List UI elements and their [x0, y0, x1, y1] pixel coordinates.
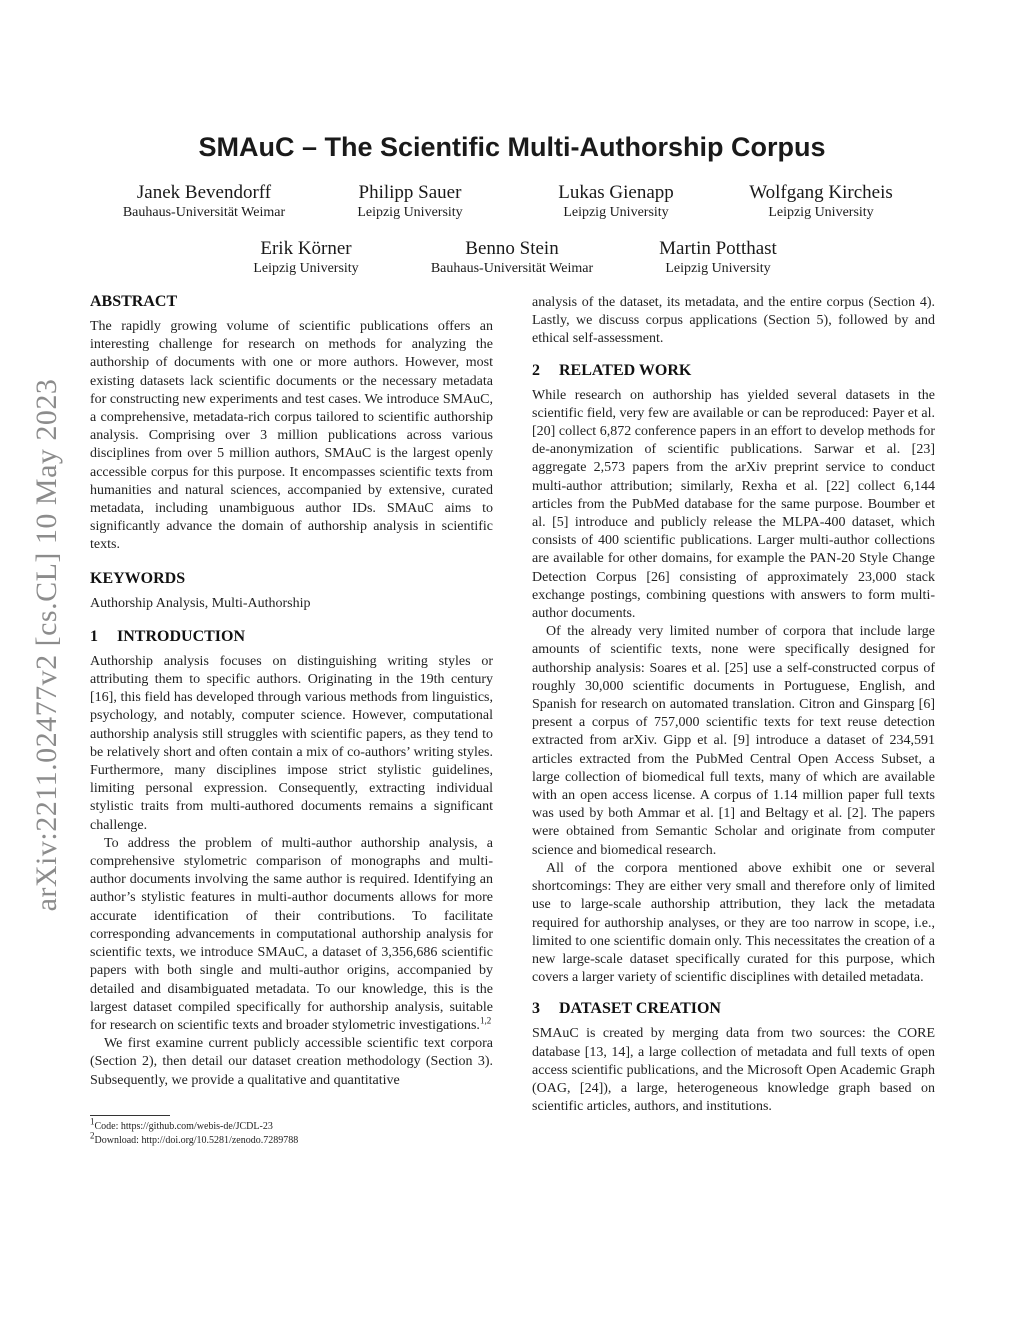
- footnote-rule: [90, 1115, 170, 1116]
- author-affiliation: Leipzig University: [563, 205, 669, 220]
- author-block: [618, 238, 818, 278]
- introduction-paragraph: [90, 835, 493, 1035]
- author-block: [721, 182, 921, 222]
- introduction-heading: [90, 627, 493, 647]
- author-block: [412, 238, 612, 278]
- keywords-heading: KEYWORDS: [90, 569, 186, 587]
- author-block: [516, 182, 716, 222]
- related-work-paragraph: While research on authorship has yielded several datasets in the scientific field, very few are available or can be reproduced: Payer et al. [20] collect 6,872 conference papers in an effort to develop methods for de-anonymization of scientific publications. Sarwar et al. [23] aggregate 2,573 papers from the arXiv preprint service to conduct multi-author attribution; similarly, Rexha et al. [22] collect 6,144 articles from the PubMed database for the same purpose. Boumber et al. [5] introduce and publicly release the MLPA-400 dataset, which consists of 400 scientific publications. Larger multi-author collections are available for other domains, for example the PAN-20 Style Change Detection Corpus [26] consisting of approximately 23,000 stack exchange postings, combining questions with answers to form multi-author documents.: [532, 387, 935, 622]
- footnote-text: Download: http://doi.org/10.5281/zenodo.7289788: [94, 1135, 299, 1146]
- author-block: [206, 238, 406, 278]
- author-affiliation: Leipzig University: [768, 205, 874, 220]
- footnote-text: Code: https://github.com/webis-de/JCDL-23: [94, 1121, 273, 1132]
- abstract-heading: ABSTRACT: [90, 293, 178, 310]
- footnote: [90, 1130, 299, 1147]
- author-affiliation: Leipzig University: [665, 261, 771, 276]
- introduction-paragraph: Authorship analysis focuses on distinguishing writing styles or attributing them to specific authors. Originating in the 19th century [16], this field has developed through various methods from linguistics, psychology, and notably, computer science. However, computational authorship analysis still struggles with scientific papers, as they tend to be relatively short and often contain a mix of co-authors’ writing styles. Furthermore, many disciplines impose strict stylistic guidelines, limiting personal expression. Consequently, extracting individual stylistic traits from multi-authored documents remains a significant challenge.: [90, 653, 493, 833]
- right-column: [532, 294, 935, 1116]
- author-name: Lukas Gienapp: [558, 182, 674, 203]
- section-number: 3: [532, 1000, 540, 1018]
- author-name: Philipp Sauer: [358, 182, 462, 203]
- author-name: Wolfgang Kircheis: [749, 182, 893, 203]
- section-number: 1: [90, 627, 98, 645]
- related-work-paragraph: All of the corpora mentioned above exhibit one or several shortcomings: They are either very small and therefore only of limited use to large-scale authorship attribution, they lack the metadata required for authorship analyses, or they are too narrow in scope, i.e., limited to one scientific domain only. This necessitates the creation of a new large-scale dataset specifically curated for this purpose, which covers a larger variety of scientific disciplines with detailed metadata.: [532, 860, 935, 986]
- author-affiliation: Leipzig University: [253, 261, 359, 276]
- left-column: [90, 292, 493, 1090]
- footnote-marker: 1,2: [479, 1015, 492, 1026]
- section-title: INTRODUCTION: [117, 627, 246, 645]
- footnote-mark: 2: [90, 1130, 95, 1141]
- introduction-continued: analysis of the dataset, its metadata, and the entire corpus (Section 4). Lastly, we discuss corpus applications (Section 5), followed by and ethical self-assessment.: [532, 295, 935, 347]
- section-title: RELATED WORK: [559, 361, 692, 379]
- author-affiliation: Bauhaus-Universität Weimar: [430, 261, 594, 276]
- author-name: Erik Körner: [260, 238, 352, 259]
- abstract-text: The rapidly growing volume of scientific publications offers an interesting challenge for research on methods for analyzing the authorship of documents with one or more authors. However, most existing datasets lack scientific documents or the necessary metadata for constructing new experiments and test cases. We introduce SMAuC, a comprehensive, metadata-rich corpus tailored to scientific authorship analysis. Comprising over 3 million publications across various disciplines from over 5 million authors, SMAuC is the largest openly accessible corpus for this purpose. It encompasses scientific texts from humanities and natural sciences, accompanied by extensive, curated metadata, including unambiguous author IDs. SMAuC aims to significantly advance the domain of authorship analysis in scientific texts.: [90, 319, 493, 553]
- author-name: Martin Potthast: [659, 238, 777, 259]
- author-name: Janek Bevendorff: [136, 182, 272, 203]
- author-block: [104, 182, 304, 222]
- dataset-creation-paragraph: SMAuC is created by merging data from two sources: the CORE database [13, 14], a large collection of metadata and full texts of open access scientific publications, and the Microsoft Open Academic Graph (OAG, [24]), a large, heterogeneous knowledge graph based on scientific articles, authors, and institutions.: [532, 1026, 935, 1115]
- arxiv-identifier: arXiv:2211.02477v2 [cs.CL] 10 May 2023: [30, 378, 63, 912]
- footnote: [90, 1116, 273, 1133]
- author-block: [310, 182, 510, 222]
- dataset-creation-heading: [532, 999, 935, 1019]
- introduction-paragraph: We first examine current publicly accessible scientific text corpora (Section 2), then detail our dataset creation methodology (Section 3). Subsequently, we provide a qualitative and quantitative: [90, 1036, 493, 1088]
- paragraph-text: To address the problem of multi-author authorship analysis, a comprehensive stylometric comparison of monographs and multi-author documents involving the same author is required. Identifying an author’s stylistic features in multi-author documents allows for more accurate identification of their contributions. To facilitate corresponding advancements in computational authorship analysis for scientific texts, we introduce SMAuC, a dataset of 3,356,686 scientific papers with both single and multi-author origins, accompanied by detailed and disambiguated metadata. To our knowledge, this is the largest dataset compiled specifically for authorship analysis, suitable for research on scientific texts and broader stylometric investigations.: [90, 835, 493, 1033]
- section-number: 2: [532, 361, 540, 379]
- keywords-text: Authorship Analysis, Multi-Authorship: [90, 595, 311, 611]
- paper-title: SMAuC – The Scientific Multi-Authorship Corpus: [198, 132, 826, 162]
- author-affiliation: Bauhaus-Universität Weimar: [122, 205, 286, 220]
- author-name: Benno Stein: [465, 238, 559, 259]
- related-work-paragraph: Of the already very limited number of corpora that include large amounts of scientific texts, none were specifically designed for authorship analysis: Soares et al. [25] use a self-constructed corpus of roughly 30,000 scientific documents in Portuguese, English, and Spanish for research on automated translation. Citron and Ginsparg [6] present a corpus of 757,000 scientific texts for text reuse detection extracted from arXiv. Gipp et al. [9] introduce a dataset of 234,591 articles extracted from the PubMed Central Open Access Subset, a large collection of biomedical full texts, many of which are available with an open access license. A corpus of 1.14 million paper full texts was used by both Ammar et al. [1] and Beltagy et al. [2]. The papers were obtained from Semantic Scholar and originate from computer science and biomedical research.: [532, 624, 935, 858]
- section-title: DATASET CREATION: [559, 1000, 721, 1018]
- author-affiliation: Leipzig University: [357, 205, 463, 220]
- related-work-heading: [532, 361, 935, 381]
- footnote-mark: 1: [90, 1116, 95, 1127]
